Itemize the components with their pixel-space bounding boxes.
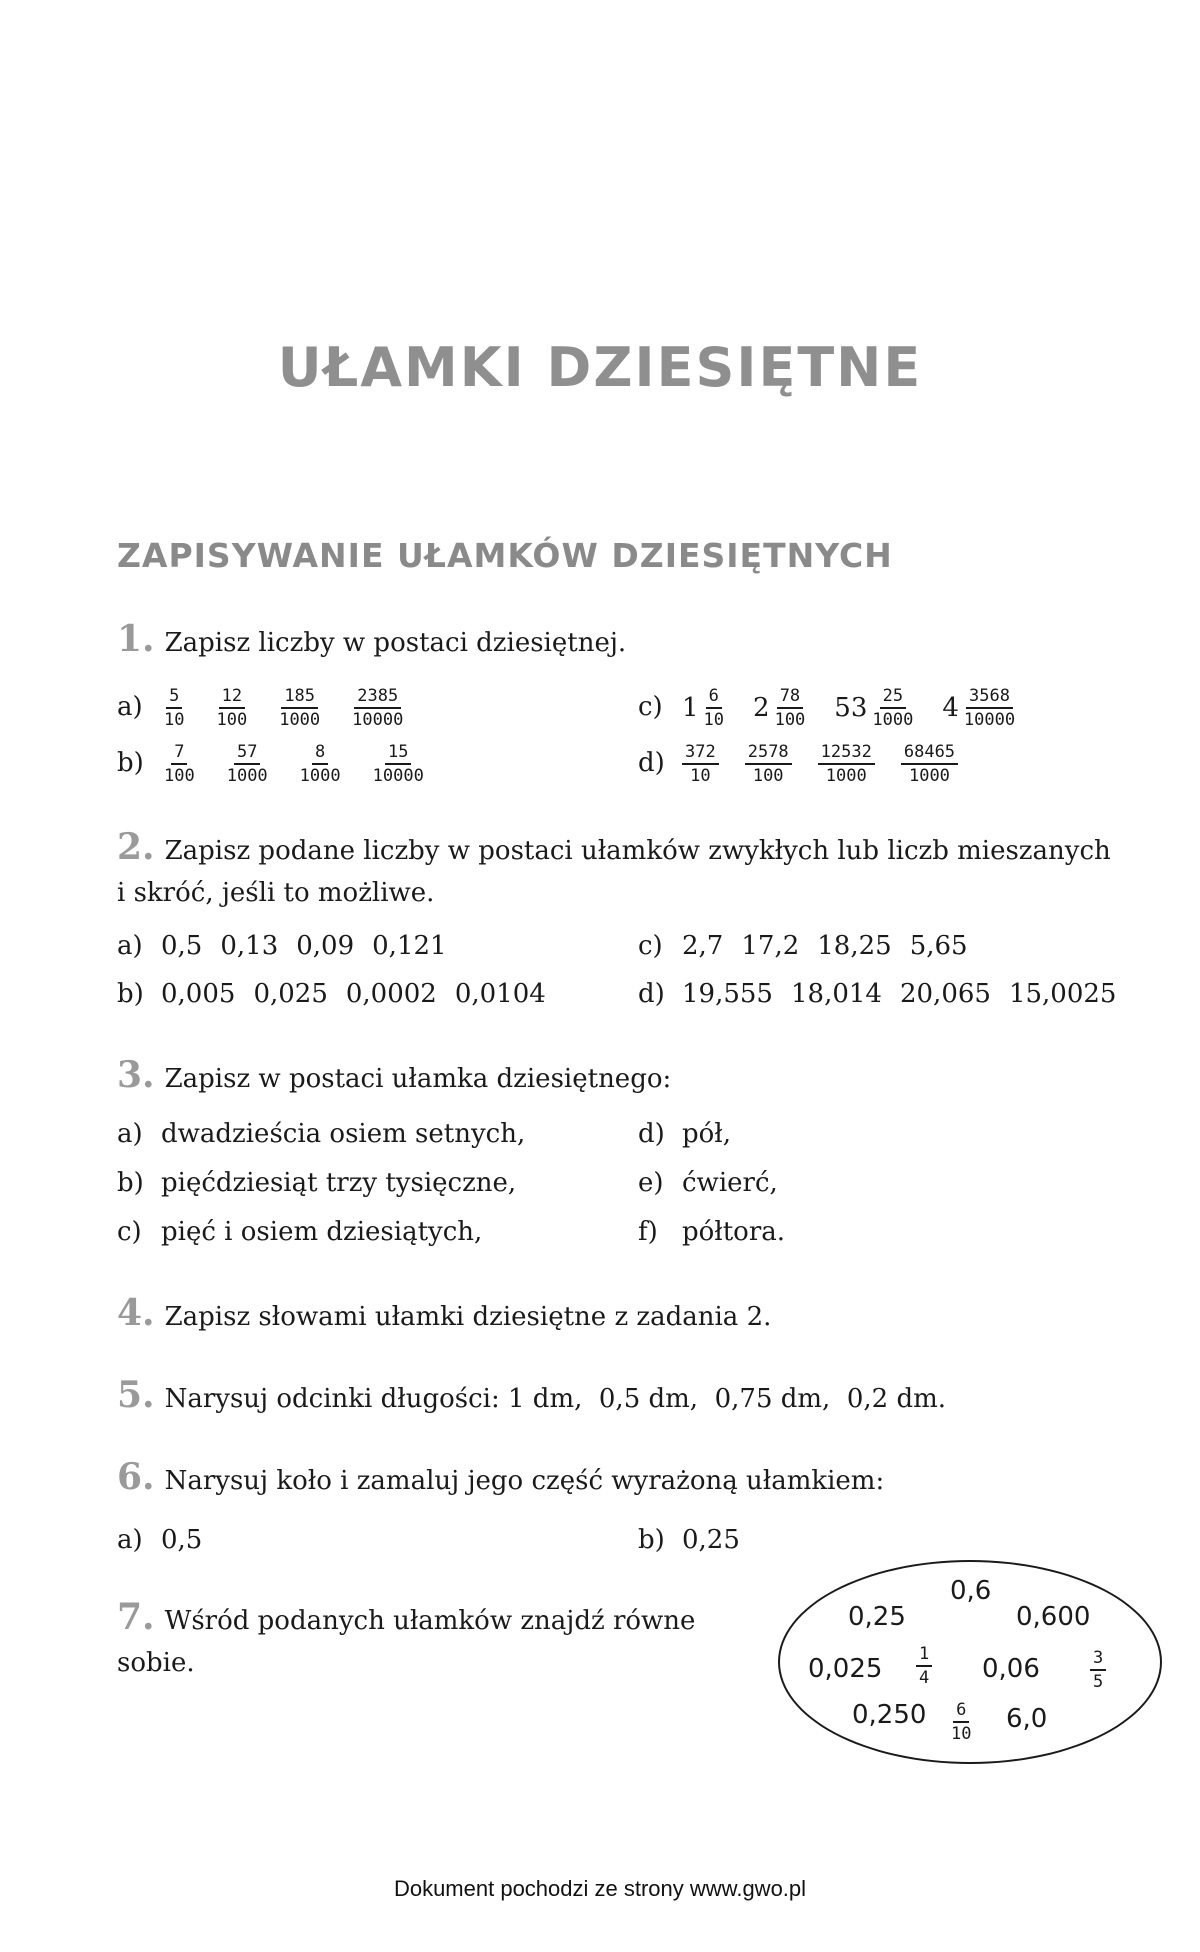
numerator: 6 [706,686,722,709]
task-text: Zapisz liczby w postaci dziesiętnej. [164,628,627,658]
denominator: 10 [164,710,185,730]
fraction [349,686,420,730]
task-3-item-a [117,1114,525,1154]
decimal-value: 18,014 [790,979,882,1009]
mixed-number [942,686,1032,730]
denominator: 4 [919,1668,930,1688]
whole-part: 2 [753,693,770,723]
item-label: b) [117,979,144,1009]
numerator: 185 [281,686,318,709]
task-7 [117,1596,757,1684]
task-number: 2. [117,826,155,868]
item-value: 0,25 [682,1525,740,1555]
item-label: b) [117,1168,144,1198]
fraction [213,686,264,730]
denominator: 10 [951,1724,972,1744]
denominator: 1000 [908,766,950,786]
item-label: c) [117,1217,142,1247]
decimal-value: 15,0025 [1008,979,1117,1009]
denominator: 10 [703,710,725,730]
denominator: 1000 [279,710,321,730]
task-2-row-c [638,926,986,966]
numerator: 15 [385,742,411,765]
item-label: b) [638,1525,665,1555]
item-value: półtora. [682,1217,786,1247]
fraction [276,686,337,730]
task-3-item-f [638,1212,785,1252]
item-label: c) [638,692,663,722]
whole-part: 53 [834,693,868,723]
numerator: 12 [219,686,245,709]
task-text-line-1: Wśród podanych ułamków znajdź równe [164,1606,696,1636]
item-label: d) [638,979,665,1009]
numerator: 12532 [818,742,875,765]
item-value: ćwierć, [682,1168,778,1198]
item-label: b) [117,748,144,778]
task-number: 3. [117,1054,155,1096]
task-3-item-d [638,1114,731,1154]
item-value: 0,5 [161,1525,203,1555]
fraction [901,742,972,786]
ellipse-value: 0,025 [808,1654,883,1684]
task-3-item-b [117,1163,516,1203]
denominator: 5 [1093,1672,1104,1692]
item-label: f) [638,1217,658,1247]
mixed-number [834,686,930,730]
task-number: 6. [117,1456,155,1498]
footer-source: Dokument pochodzi ze strony www.gwo.pl [393,1876,807,1901]
denominator: 10000 [372,766,424,786]
item-label: a) [117,1119,143,1149]
ellipse-fraction [1090,1648,1106,1692]
numerator: 7 [171,742,187,765]
fraction [682,742,733,786]
task-4 [117,1292,771,1338]
numerator: 372 [682,742,719,765]
decimal-value: 18,25 [817,931,892,961]
denominator: 100 [164,766,195,786]
item-label: a) [117,692,143,722]
task-3-item-e [638,1163,778,1203]
task-number: 7. [117,1596,155,1638]
item-label: e) [638,1168,664,1198]
fraction [370,742,441,786]
denominator: 10000 [963,710,1016,730]
mixed-number [753,686,822,730]
fraction [224,742,285,786]
numerator: 6 [953,1700,969,1723]
item-value: pół, [682,1119,731,1149]
task-text: Zapisz słowami ułamki dziesiętne z zadania 2. [164,1302,772,1332]
fraction [161,686,201,730]
numerator: 3568 [966,686,1013,709]
ellipse-fraction [948,1700,974,1744]
item-label: d) [638,1119,665,1149]
ellipse-value: 0,06 [982,1654,1040,1684]
fraction [161,742,212,786]
fraction [745,742,806,786]
task-text-line-2: sobie. [117,1648,195,1678]
numerator: 2578 [745,742,792,765]
task-2-row-a [117,926,465,966]
task-1-row-b [117,742,453,786]
numerator: 1 [916,1644,932,1667]
ellipse-value: 0,250 [852,1700,927,1730]
decimal-value: 0,0104 [454,979,546,1009]
page-title: UŁAMKI DZIESIĘTNE [277,336,923,399]
numerator: 78 [777,686,803,709]
decimal-value: 0,025 [253,979,328,1009]
decimal-value: 20,065 [899,979,991,1009]
task-6-item-b [638,1520,740,1560]
task-1-row-a [117,686,432,730]
task-text: Narysuj odcinki długości: 1 dm, 0,5 dm, 0,75 dm, 0,2 dm. [164,1384,947,1414]
item-value: pięć i osiem dziesiątych, [161,1217,483,1247]
numerator: 57 [234,742,260,765]
task-2 [117,826,1167,914]
decimal-value: 2,7 [682,931,724,961]
task-text: Narysuj koło i zamaluj jego część wyrażoną ułamkiem: [164,1466,885,1496]
task-number: 1. [117,618,155,660]
task-text: Zapisz w postaci ułamka dziesiętnego: [164,1064,672,1094]
ellipse-value: 0,6 [950,1576,992,1606]
numerator: 25 [880,686,906,709]
decimal-value: 0,13 [220,931,279,961]
fraction [297,742,358,786]
section-title: ZAPISYWANIE UŁAMKÓW DZIESIĘTNYCH [117,536,893,575]
task-number: 4. [117,1292,155,1334]
task-3-item-c [117,1212,482,1252]
denominator: 1000 [872,710,914,730]
decimal-value: 0,121 [372,931,447,961]
task-2-row-b [117,974,564,1014]
decimal-value: 17,2 [741,931,800,961]
fraction [818,742,889,786]
task-text-line-2: i skróć, jeśli to możliwe. [117,878,435,908]
item-label: c) [638,931,663,961]
mixed-number [682,686,741,730]
task-1 [117,618,626,664]
task-6 [117,1456,884,1502]
denominator: 100 [752,766,784,786]
decimal-value: 0,09 [296,931,355,961]
decimal-value: 0,5 [161,931,203,961]
denominator: 10 [690,766,711,786]
item-value: dwadzieścia osiem setnych, [161,1119,526,1149]
ellipse-fraction [916,1644,932,1688]
numerator: 5 [166,686,182,709]
decimal-value: 19,555 [682,979,773,1009]
ellipse-value: 0,25 [848,1602,906,1632]
numerator: 68465 [901,742,958,765]
whole-part: 1 [682,693,699,723]
denominator: 100 [774,710,806,730]
task-1-row-c [638,686,1044,730]
numerator: 8 [312,742,328,765]
decimal-value: 0,0002 [345,979,437,1009]
task-1-row-d [638,742,984,786]
whole-part: 4 [942,693,959,723]
task-2-row-d [638,974,1134,1014]
denominator: 100 [216,710,248,730]
denominator: 10000 [352,710,404,730]
task-number: 5. [117,1374,155,1416]
denominator: 1000 [825,766,867,786]
denominator: 1000 [299,766,341,786]
numerator: 2385 [354,686,401,709]
numerator: 3 [1090,1648,1106,1671]
decimal-value: 5,65 [909,931,968,961]
task-5 [117,1374,946,1420]
item-label: d) [638,748,665,778]
item-label: a) [117,931,143,961]
ellipse-value: 0,600 [1016,1602,1091,1632]
ellipse-value: 6,0 [1006,1704,1048,1734]
item-value: pięćdziesiąt trzy tysięczne, [161,1168,517,1198]
task-6-item-a [117,1520,202,1560]
task-text-line-1: Zapisz podane liczby w postaci ułamków zwykłych lub liczb mieszanych [164,836,1111,866]
task-3 [117,1054,671,1100]
item-label: a) [117,1525,143,1555]
decimal-value: 0,005 [161,979,236,1009]
denominator: 1000 [226,766,268,786]
